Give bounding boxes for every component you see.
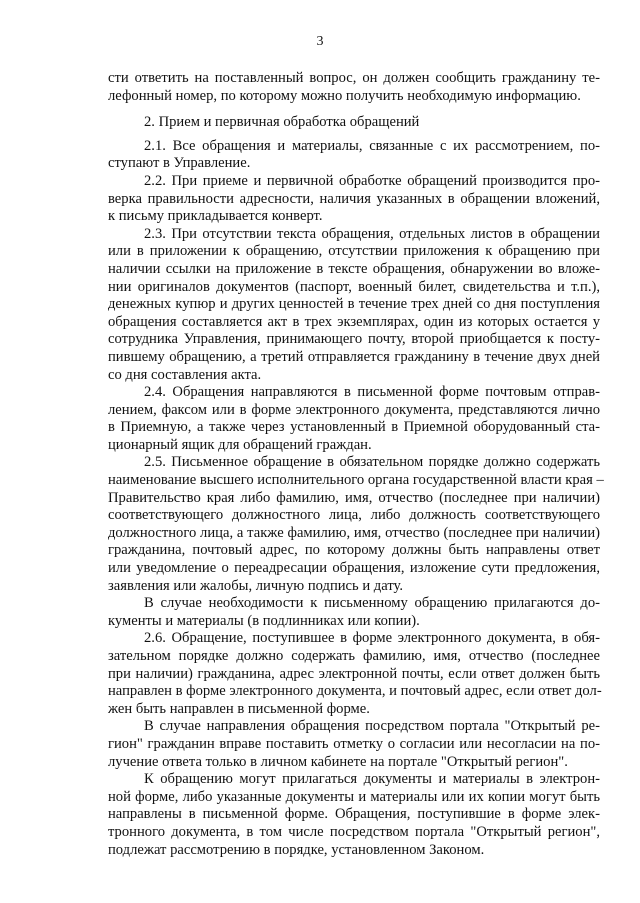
text-line: Правительство края либо фамилию, имя, отчество (последнее при наличии)	[108, 489, 600, 506]
paragraph	[108, 138, 600, 173]
text-line: зательном порядке должно содержать фамилию, имя, отчество (последнее	[108, 648, 600, 664]
text-line: нии оригиналов документов (паспорт, военный билет, свидетельства и т.п.),	[108, 278, 600, 295]
text-line: при наличии) гражданина, адрес электронной почты, если ответ должен быть	[108, 665, 600, 682]
text-line: кументы и материалы (в подлинниках или копии).	[108, 612, 420, 629]
text-line: В случае необходимости к письменному обращению прилагаются до-	[144, 595, 600, 612]
text-line: 2. Прием и первичная обработка обращений	[144, 114, 420, 131]
text-line: ционарный ящик для обращений граждан.	[108, 436, 372, 453]
text-line: гион" гражданин вправе поставить отметку о согласии или несогласии на по-	[108, 735, 600, 752]
document-body	[108, 70, 604, 859]
text-line: со дня составления акта.	[108, 366, 262, 383]
text-line: 2.4. Обращения направляются в письменной форме почтовым отправ-	[144, 384, 600, 401]
text-line: сти ответить на поставленный вопрос, он должен сообщить гражданину те-	[108, 70, 600, 86]
text-line: заявления или жалобы, личную подпись и дату.	[108, 577, 403, 594]
text-line: денежных купюр и других ценностей в течение трех дней со дня поступления	[108, 296, 600, 313]
paragraph	[108, 70, 600, 105]
section-heading	[108, 114, 600, 132]
page-number: 3	[316, 34, 324, 49]
text-line: В случае направления обращения посредством портала "Открытый ре-	[144, 718, 600, 735]
text-line: наименование высшего исполнительного органа государственной власти края –	[108, 472, 604, 489]
text-line: ной форме, либо указанные документы и материалы или их копии могут быть	[108, 788, 600, 805]
text-line: подлежат рассмотрению в порядке, установленном Законом.	[108, 841, 485, 858]
text-line: должностного лица, а также фамилию, имя, отчество (последнее при наличии)	[108, 524, 600, 541]
text-line: наличии ссылки на приложение в тексте обращения, обнаружении во вложе-	[108, 260, 600, 277]
text-line: в Приемную, а также через установленный в Приемной оборудованный ста-	[108, 419, 600, 436]
text-line: или уведомление о переадресации обращения, изложение сути предложения,	[108, 560, 600, 577]
text-line: направлены в письменной форме. Обращения, поступившие в форме элек-	[108, 806, 600, 823]
paragraph	[108, 173, 600, 226]
paragraph	[108, 630, 600, 718]
paragraph	[108, 384, 600, 454]
text-line: соответствующего должностного лица, либо должность соответствующего	[108, 507, 600, 524]
paragraph	[108, 718, 600, 771]
text-line: лефонный номер, по которому можно получить необходимую информацию.	[108, 87, 581, 104]
paragraph	[108, 454, 604, 595]
text-line: направлен в форме электронного документа, и почтовый адрес, если ответ дол-	[108, 683, 602, 700]
paragraph	[108, 226, 600, 384]
text-line: лучение ответа только в личном кабинете на портале "Открытый регион".	[108, 753, 568, 770]
text-line: 2.3. При отсутствии текста обращения, отдельных листов в обращении	[144, 225, 600, 242]
text-line: 2.1. Все обращения и материалы, связанные с их рассмотрением, по-	[144, 137, 600, 154]
text-line: 2.6. Обращение, поступившее в форме электронного документа, в обя-	[144, 630, 600, 647]
text-line: 2.5. Письменное обращение в обязательном порядке должно содержать	[144, 454, 600, 471]
text-line: лением, факсом или в форме электронного документа, представляются лично	[108, 401, 600, 418]
text-line: сотрудника Управления, принимающего почту, второй приобщается к посту-	[108, 331, 600, 348]
text-line: к письму прикладывается конверт.	[108, 208, 323, 225]
text-line: К обращению могут прилагаться документы и материалы в электрон-	[144, 771, 600, 788]
text-line: гражданина, почтовый адрес, по которому должны быть направлены ответ	[108, 542, 600, 559]
text-line: обращения составляется акт в трех экземплярах, один из которых остается у	[108, 313, 600, 330]
text-line: 2.2. При приеме и первичной обработке обращений производится про-	[144, 172, 600, 189]
paragraph	[108, 771, 600, 859]
text-line: пившему обращению, а третий отправляется гражданину в течение двух дней	[108, 348, 600, 365]
paragraph	[108, 595, 600, 630]
text-line: верка правильности адресности, наличия указанных в обращении вложений,	[108, 190, 600, 207]
text-line: или в приложении к обращению, отсутствии приложения к обращению при	[108, 243, 600, 260]
text-line: жен быть направлен в письменной форме.	[108, 700, 370, 717]
text-line: тронного документа, в том числе посредством портала "Открытый регион",	[108, 823, 600, 840]
text-line: ступают в Управление.	[108, 155, 251, 172]
